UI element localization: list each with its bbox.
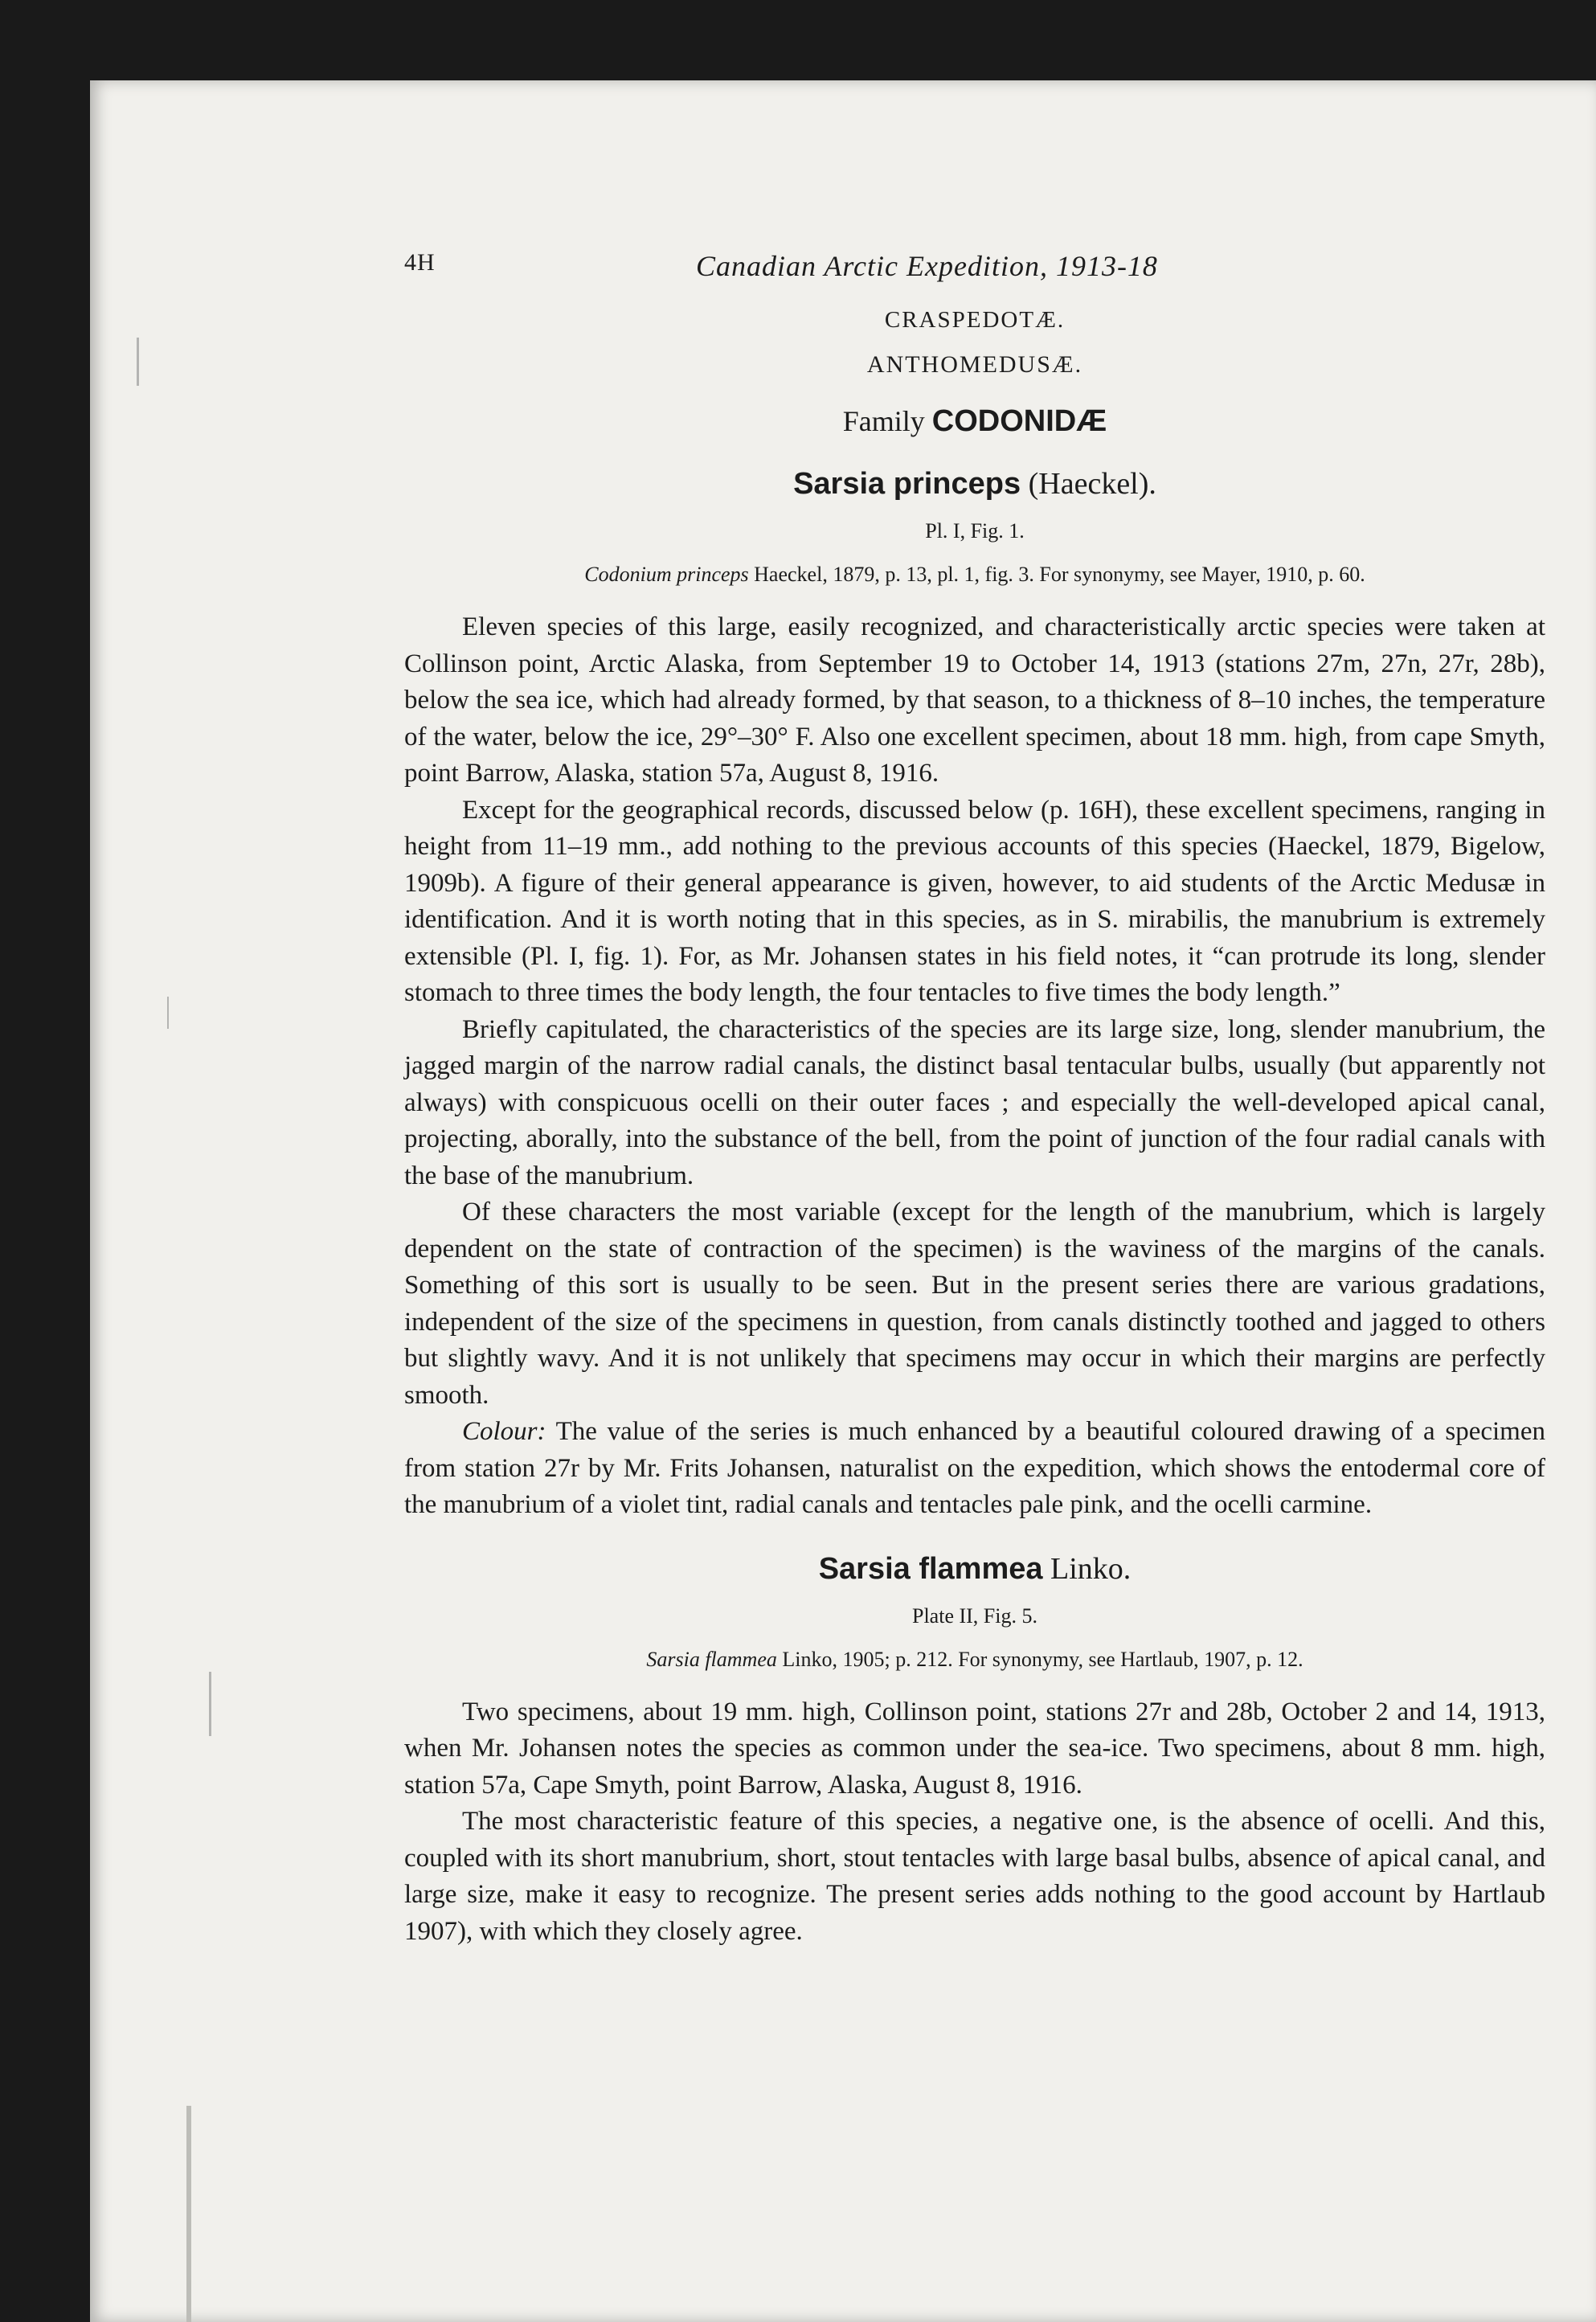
species-heading-1 — [404, 466, 1545, 502]
page-edge-shadow — [186, 2106, 191, 2322]
species-author-2: Linko. — [1042, 1551, 1132, 1586]
plate-reference-2: Plate II, Fig. 5. — [912, 1603, 1037, 1628]
paragraph: Except for the geographical records, discussed below (p. 16H), these excellent specimens, ranging in height from 11–19 mm., add nothing to the previous accounts of this species (Haeckel, 1879, Bigelow, 1909b). A figure of their general appearance is given, however, to aid students of the Arctic Medusæ in identification. And it is worth noting that in this species, as in S. mirabilis, the manubrium is extremely extensible (Pl. I, fig. 1). For, as Mr. Johansen states in his field notes, it “can protrude its long, slender stomach to three times the body length, the four tentacles to five times the body length.” — [404, 795, 1545, 1007]
running-title: Canadian Arctic Expedition, 1913-18 — [696, 250, 1158, 282]
paragraph: Two specimens, about 19 mm. high, Collinson point, stations 27r and 28b, October 2 and 14, 1913, when Mr. Johansen notes the species as common under the sea-ice. Two specimens, about 8 mm. high, station 57a, Cape Smyth, point Barrow, Alaska, August 8, 1916. — [404, 1697, 1545, 1800]
plate-reference-1: Pl. I, Fig. 1. — [925, 519, 1025, 543]
colour-paragraph — [404, 1414, 1545, 1524]
order-heading: CRASPEDOTÆ. — [884, 307, 1066, 333]
species-heading-2 — [404, 1551, 1545, 1587]
paragraph: Eleven species of this large, easily recognized, and characteristically arctic species were taken at Collinson point, Arctic Alaska, from September 19 to October 14, 1913 (stations 27m, 27n, 27r, 28b), below the sea ice, which had already formed, by that season, to a thickness of 8–10 inches, the temperature of the water, below the ice, 29°–30° F. Also one excellent specimen, about 18 mm. high, from cape Smyth, point Barrow, Alaska, station 57a, August 8, 1916. — [404, 612, 1545, 788]
synonymy-citation-2: Linko, 1905; p. 212. For synonymy, see Hartlaub, 1907, p. 12. — [776, 1647, 1303, 1671]
paragraph: Of these characters the most variable (except for the length of the manubrium, which is largely dependent on the state of contraction of the specimen) is the waviness of the margins of the canals. Something of this sort is usually to be seen. But in the present series there are various gradations, independent of the size of the specimens in question, from canals distinctly toothed and jagged to others but slightly wavy. And it is not unlikely that specimens may occur in which their margins are perfectly smooth. — [404, 1198, 1545, 1410]
species-author-1: (Haeckel). — [1021, 467, 1156, 501]
paragraph: Briefly capitulated, the characteristics of the species are its large size, long, slender manubrium, the jagged margin of the narrow radial canals, the distinct basal tentacular bulbs, usually (but apparently not always) with conspicuous ocelli on their outer faces ; and especially the well-developed apical canal, projecting, aborally, into the substance of the bell, from the point of junction of the four radial canals with the base of the manubrium. — [404, 1014, 1545, 1190]
species-name-2: Sarsia flammea — [818, 1551, 1043, 1586]
synonymy-taxon-2: Sarsia flammea — [646, 1647, 777, 1671]
synonymy-line-2 — [404, 1648, 1545, 1672]
synonymy-line-1 — [404, 563, 1545, 587]
colour-label: Colour: — [462, 1417, 546, 1446]
family-name: CODONIDÆ — [931, 404, 1107, 438]
family-heading — [404, 404, 1545, 439]
paragraph: The most characteristic feature of this species, a negative one, is the absence of ocelli. And this, coupled with its short manubrium, short, stout tentacles with large basal bulbs, absence of apical canal, and large size, make it easy to recognize. The present series adds nothing to the good account by Hartlaub 1907), with which they closely agree. — [404, 1807, 1545, 1946]
species-name-1: Sarsia princeps — [793, 467, 1021, 501]
scan-speck — [167, 997, 169, 1029]
suborder-heading: ANTHOMEDUSÆ. — [866, 351, 1083, 378]
synonymy-taxon-1: Codonium princeps — [584, 563, 749, 586]
scan-speck — [209, 1672, 211, 1736]
family-prefix: Family — [842, 405, 932, 437]
colour-text: The value of the series is much enhanced by a beautiful coloured drawing of a specimen from station 27r by Mr. Frits Johansen, naturalist on the expedition, which shows the entodermal core of the manubrium of a violet tint, radial canals and tentacles pale pink, and the ocelli carmine. — [404, 1417, 1545, 1519]
scan-speck — [137, 338, 139, 386]
page-text-column — [404, 249, 1545, 1950]
synonymy-citation-1: Haeckel, 1879, p. 13, pl. 1, fig. 3. For synonymy, see Mayer, 1910, p. 60. — [748, 563, 1365, 586]
running-header — [404, 249, 1545, 289]
page-number: 4H — [404, 249, 436, 276]
